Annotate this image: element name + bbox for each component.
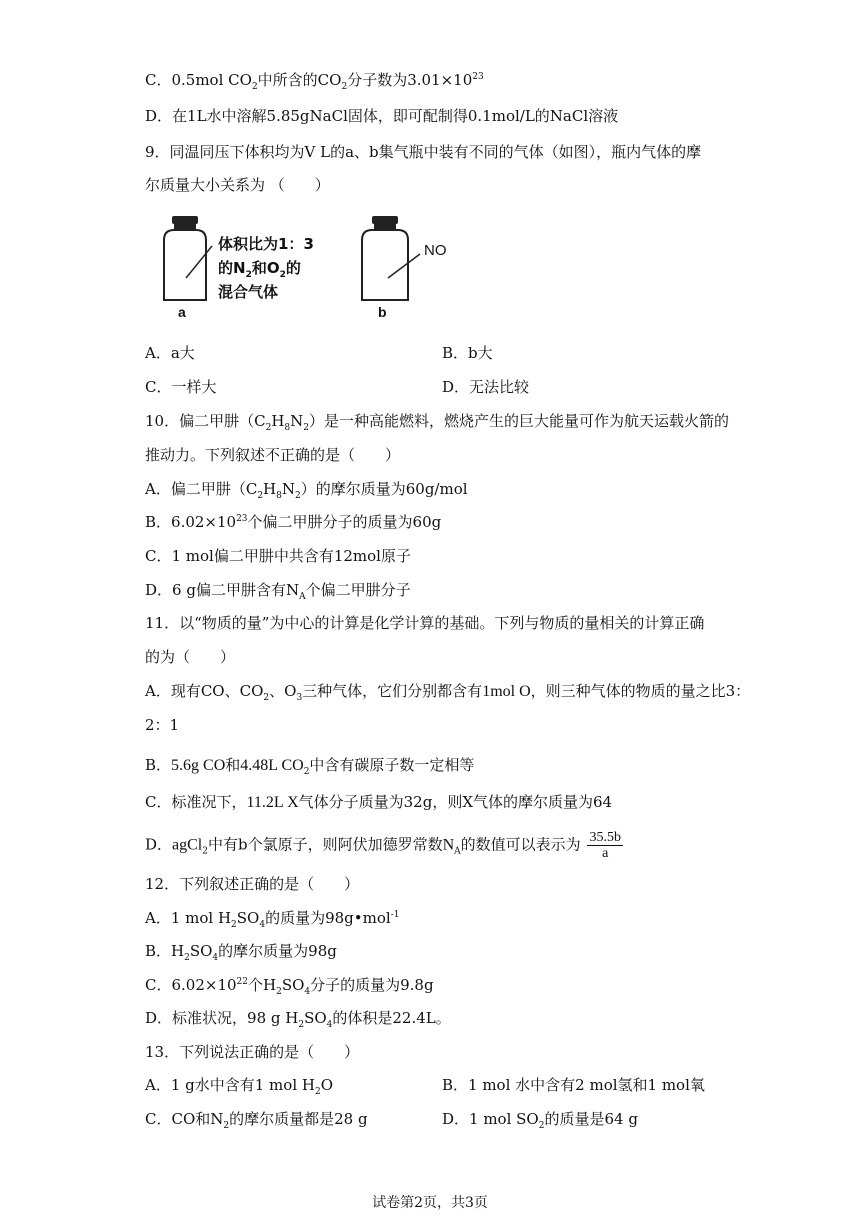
q10-option-d: D．6 g偏二甲肼含有$N_A$个偏二甲肼分子 (145, 581, 411, 602)
q11-option-d: D．agCl$_2$中有b个氯原子，则阿伏加德罗常数$N_A$的数值可以表示为 $\frac{35.5b}{a}$ (145, 830, 621, 861)
bottle-a-icon (164, 216, 212, 300)
q12-stem: 12．下列叙述正确的是（ ） (145, 875, 360, 893)
gas-bottles-figure (150, 206, 470, 324)
q10-option-c: C．1 mol偏二甲肼中共含有12mol原子 (145, 547, 411, 565)
bottle-b-icon (362, 216, 420, 300)
q12-option-c: C．$6.02\times 10^{22}$个$H_2SO_4$分子的质量为9.8g (145, 976, 434, 997)
q11-option-c: C．标准况下，11.2L X气体分子质量为32g，则X气体的摩尔质量为64 (145, 793, 613, 811)
q10-option-a: A．偏二甲肼$(C_2H_8N_2)$的摩尔质量为60g/mol (145, 480, 468, 501)
q13-stem: 13．下列说法正确的是（ ） (145, 1043, 360, 1061)
q10-option-b: B．$6.02\times 10^{23}$个偏二甲肼分子的质量为60g (145, 513, 442, 531)
q13-option-d: D．1 mol $SO_2$的质量是64 g (442, 1110, 638, 1131)
q12-option-b: B．$H_2SO_4$的摩尔质量为98g (145, 942, 337, 963)
bottle-b-label: NO (424, 242, 447, 259)
q11-option-a-line2: 2：1 (145, 716, 180, 734)
bottle-a-caption: a (178, 304, 186, 320)
q13-option-a: A．1 g水中含有1 mol $H_2O$ (145, 1076, 334, 1097)
q9-stem-line2: 尔质量大小关系为 （ ） (145, 176, 330, 194)
bottle-b-caption: b (378, 304, 387, 320)
q9-option-b: B．b大 (442, 344, 493, 362)
page-footer: 试卷第2页，共3页 (372, 1195, 488, 1211)
bottle-a-label: 体积比为1：3 的$N_2$和$O_2$的 混合气体 (218, 235, 314, 301)
q10-stem-line1: 10．偏二甲肼$(C_2H_8N_2)$是一种高能燃料，燃烧产生的巨大能量可作为航天运载火箭的 (145, 412, 730, 433)
na-fraction: $\frac{35.5b}{a}$ (589, 830, 621, 861)
q12-option-a: A．1 mol $H_2SO_4$的质量为98g•mol$^{-1}$ (145, 909, 400, 930)
q8-option-c: C．0.5mol $CO_2$中所含的$CO_2$分子数为$3.01\times 10^{23}$ (145, 71, 484, 92)
q9-option-a: A．a大 (145, 344, 195, 362)
q13-option-b: B．1 mol 水中含有2 mol氢和1 mol氧 (442, 1076, 705, 1094)
q10-stem-line2: 推动力。下列叙述不正确的是（ ） (145, 446, 401, 464)
q8-option-d: D．在1L水中溶解5.85gNaCl固体，即可配制得0.1mol/L的NaCl溶液 (145, 107, 619, 125)
q11-stem-line2: 的为（ ） (145, 648, 236, 666)
q12-option-d: D．标准状况，98 g $H_2SO_4$的体积是22.4L。 (145, 1009, 451, 1030)
q9-option-c: C．一样大 (145, 378, 217, 396)
q9-option-d: D．无法比较 (442, 378, 530, 396)
q11-stem-line1: 11．以“物质的量”为中心的计算是化学计算的基础。下列与物质的量相关的计算正确 (145, 614, 705, 632)
q11-option-b: B．5.6g CO和4.48L $CO_2$中含有碳原子数一定相等 (145, 756, 475, 777)
q13-option-c: C．CO和$N_2$的摩尔质量都是28 g (145, 1110, 368, 1131)
q9-stem-line1: 9．同温同压下体积均为V L的a、b集气瓶中装有不同的气体（如图），瓶内气体的摩 (145, 143, 702, 161)
q11-option-a: A．现有CO、$CO_2$、$O_3$三种气体，它们分别都含有1mol O，则三种气体的物质的量之比3： (145, 682, 751, 703)
